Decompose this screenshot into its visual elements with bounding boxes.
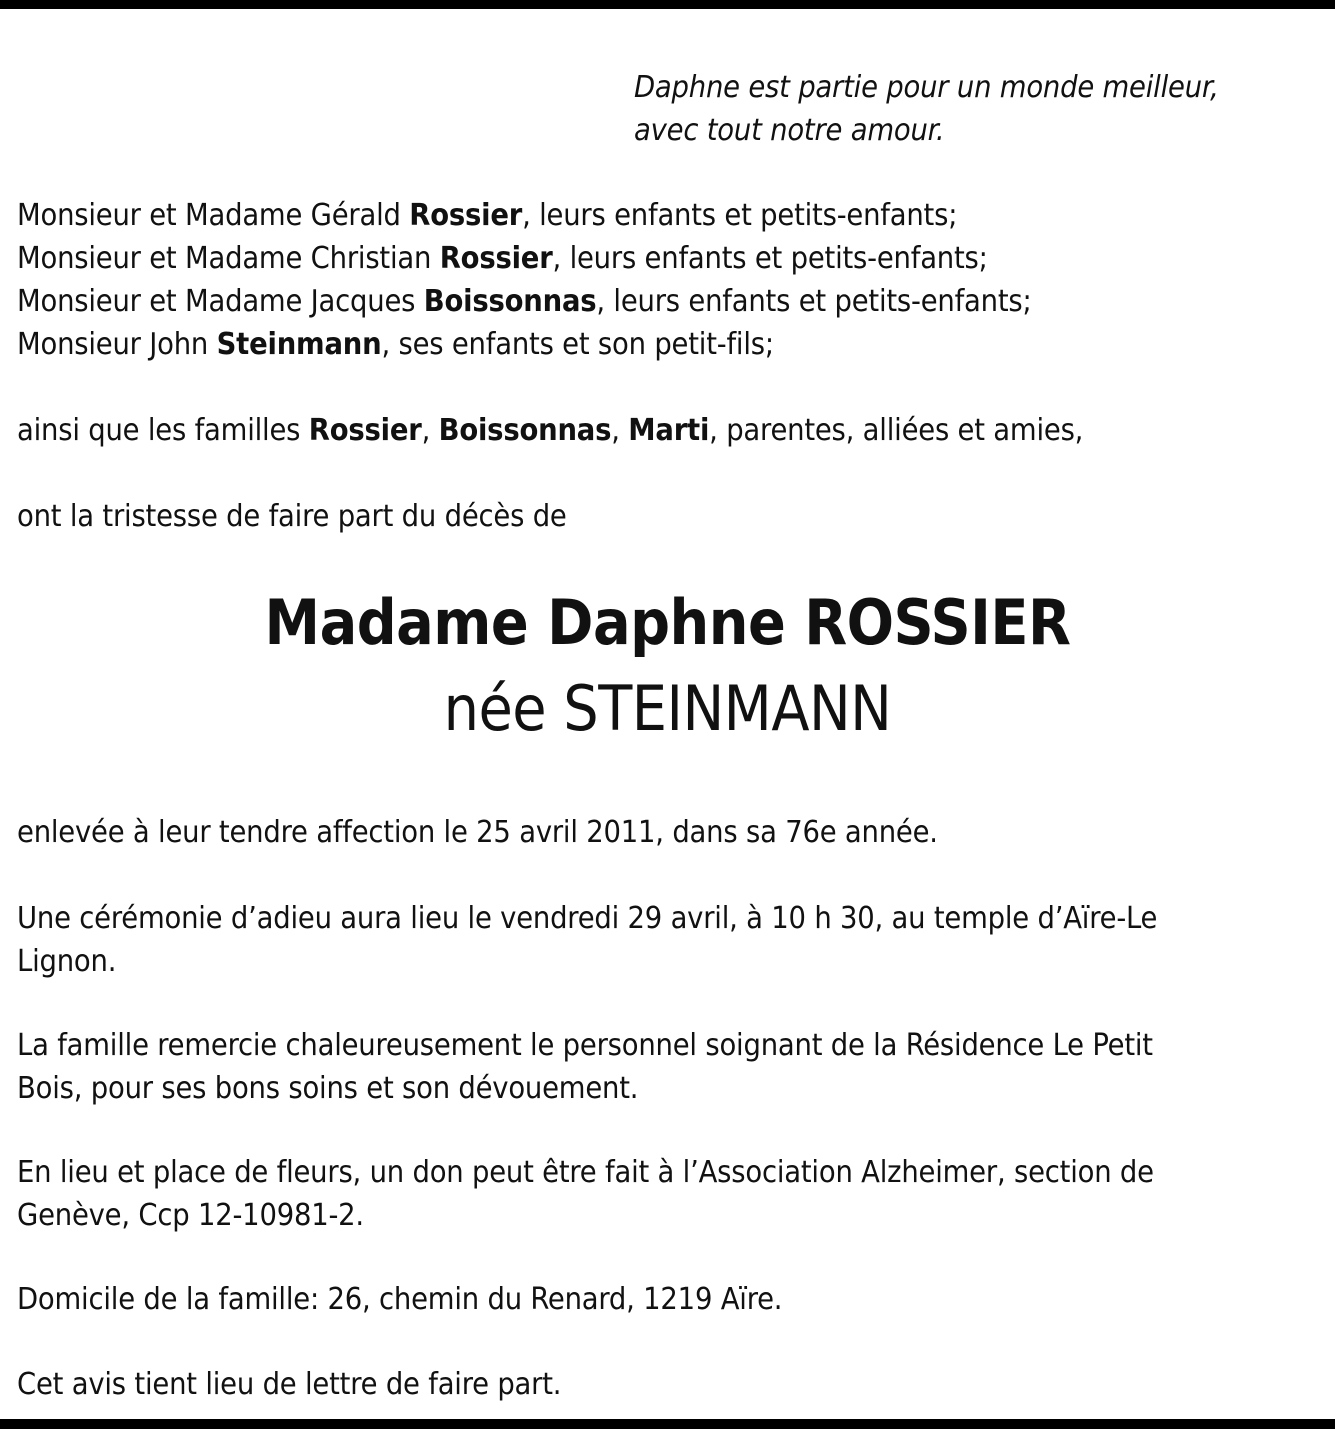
deceased-name: Madame Daphne ROSSIER: [264, 586, 1071, 659]
also-separator: ,: [421, 413, 439, 448]
donation-line-2: Genève, Ccp 12-10981-2.: [17, 1198, 364, 1233]
also-name-marti: Marti: [628, 413, 710, 448]
bottom-rule: [0, 1419, 1335, 1429]
also-name-rossier: Rossier: [308, 413, 422, 448]
also-separator: ,: [611, 413, 629, 448]
family-line-3: [17, 280, 1032, 323]
family-prefix: Monsieur et Madame Jacques: [17, 284, 424, 319]
also-prefix: ainsi que les familles: [17, 413, 309, 448]
also-suffix: , parentes, alliées et amies,: [709, 413, 1084, 448]
family-line-1: [17, 194, 957, 237]
ceremony-line-2: Lignon.: [17, 944, 117, 979]
thanks-line-2: Bois, pour ses bons soins et son dévouement.: [17, 1071, 639, 1106]
thanks-line-1: La famille remercie chaleureusement le personnel soignant de la Résidence Le Petit: [17, 1028, 1153, 1063]
family-surname: Rossier: [409, 198, 523, 233]
donation-line-1: En lieu et place de fleurs, un don peut être fait à l’Association Alzheimer, section de: [17, 1155, 1154, 1190]
domicile-line: Domicile de la famille: 26, chemin du Renard, 1219 Aïre.: [17, 1282, 783, 1317]
deceased-maiden-name: née STEINMANN: [443, 672, 892, 745]
death-paragraph: enlevée à leur tendre affection le 25 avril 2011, dans sa 76e année.: [17, 815, 938, 850]
family-surname: Steinmann: [216, 327, 382, 362]
family-line-2: [17, 237, 988, 280]
family-surname: Rossier: [439, 241, 553, 276]
also-name-boissonnas: Boissonnas: [438, 413, 612, 448]
also-families-line: [17, 409, 1083, 452]
family-suffix: , leurs enfants et petits-enfants;: [522, 198, 958, 233]
announcement-line: ont la tristesse de faire part du décès de: [17, 499, 567, 534]
motto: [634, 66, 1219, 152]
family-prefix: Monsieur et Madame Gérald: [17, 198, 410, 233]
family-prefix: Monsieur et Madame Christian: [17, 241, 440, 276]
closing-line: Cet avis tient lieu de lettre de faire part.: [17, 1367, 562, 1402]
motto-line-2: avec tout notre amour.: [634, 113, 945, 148]
motto-line-1: Daphne est partie pour un monde meilleur,: [634, 70, 1219, 105]
top-rule: [0, 0, 1335, 9]
family-surname: Boissonnas: [423, 284, 597, 319]
family-prefix: Monsieur John: [17, 327, 217, 362]
family-suffix: , leurs enfants et petits-enfants;: [596, 284, 1032, 319]
family-suffix: , ses enfants et son petit-fils;: [381, 327, 774, 362]
family-line-4: [17, 323, 774, 366]
family-suffix: , leurs enfants et petits-enfants;: [552, 241, 988, 276]
ceremony-line-1: Une cérémonie d’adieu aura lieu le vendredi 29 avril, à 10 h 30, au temple d’Aïre-Le: [17, 901, 1158, 936]
